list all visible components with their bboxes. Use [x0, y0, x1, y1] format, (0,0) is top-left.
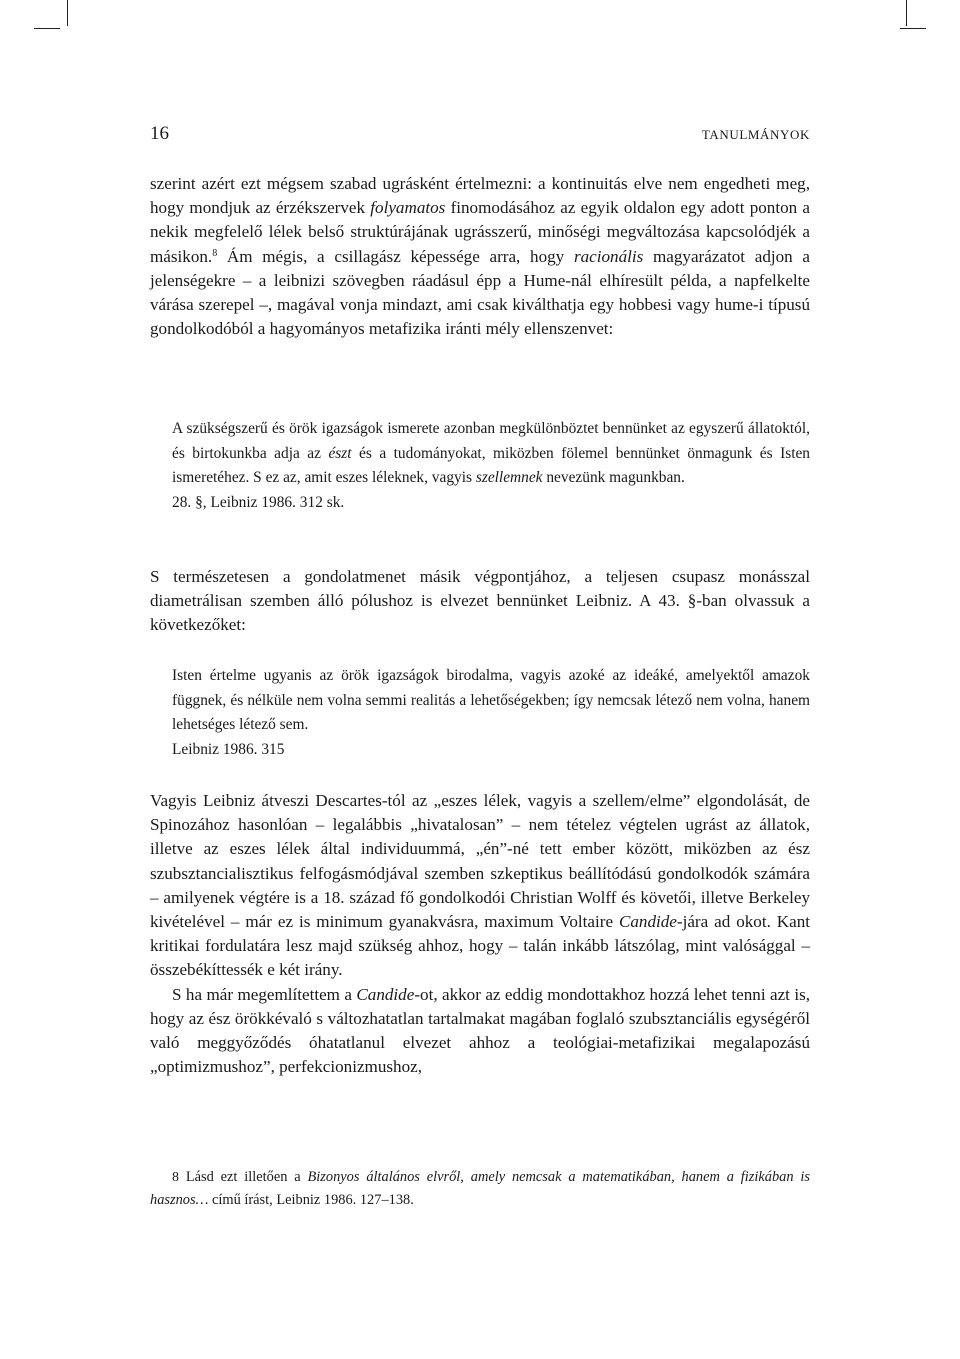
quote-2-text: Isten értelme ugyanis az örök igazságok birodalma, vagyis azoké az ideáké, amelyektől amazok függnek, és nélküle nem volna semmi realitás a lehetőségekben; így nemcsak létező nem volna, hanem lehetséges létező sem. — [172, 667, 810, 734]
paragraph-3-text-b: -jára ad okot. Kant kritikai fordulatára lesz majd szükség ahhoz, hogy – talán inkább látszólag, mint valósággal – összebékíttessék e két irány. — [150, 912, 811, 980]
paragraph-4-text-b: -ot, akkor az eddig mondottakhoz hozzá lehet tenni azt is, hogy az ész örökkévaló s változhatatlan tartalmakat magában foglaló szubsztanciális egységéről való meggyőződés óhatatlanul elvezet ahhoz a teológiai-metafizikai megalapozású „optimizmushoz”, perfekcionizmushoz, — [150, 984, 810, 1077]
paragraph-1 — [150, 172, 810, 341]
paragraph-3-italic-a: Candide — [618, 912, 677, 932]
footnote-number: 8 — [172, 1170, 179, 1185]
paragraph-1-italic-b: racionális — [573, 246, 644, 266]
crop-mark-top-right-horizontal — [900, 28, 926, 29]
paragraph-4-text-a: S ha már megemlítettem a — [172, 984, 357, 1004]
quote-1-citation: 28. §, Leibniz 1986. 312 sk. — [172, 493, 345, 511]
footnote-reference-8[interactable]: 8 — [212, 247, 218, 259]
quote-1-text-b: és a tudományokat, miközben fölemel bennünket önmagunk és Isten ismeretéhez. S ez az, amit eszes léleknek, vagyis — [172, 444, 811, 487]
paragraph-1-italic-a: folyamatos — [370, 198, 446, 218]
paragraph-2-text: S természetesen a gondolatmenet másik végpontjához, a teljesen csupasz monásszal diametrálisan szemben álló pólushoz is elvezet bennünket Leibniz. A 43. §-ban olvassuk a következőket: — [150, 567, 810, 635]
paragraph-3-text-a: Vagyis Leibniz átveszi Descartes-tól az „eszes lélek, vagyis a szellem/elme” elgondolását, de Spinozához hasonlóan – legalábbis „hivatalosan” – nem tételez végtelen ugrást az állatok, illetve az eszes lélek által individuummá, „én”-né tett ember között, miközben az ész szubsztancialisztikus felfogásmódjával szemben szkeptikus beállítódású gondolkodók számára – amilyenek végtére is a 18. század fő gondolkodói Christian Wolff és követői, illetve Berkeley kivételével – már ez is minimum gyanakvásra, maximum Voltaire — [150, 791, 810, 932]
running-head: TANULMÁNYOK — [701, 127, 810, 142]
footnote-text-b: című írást, Leibniz 1986. 127–138. — [208, 1192, 414, 1208]
block-quote-2 — [172, 664, 810, 762]
crop-mark-top-left — [67, 0, 68, 26]
footnote-text-a: Lásd ezt illetően a — [179, 1169, 308, 1185]
quote-1-text-a: A szükségszerű és örök igazságok ismerete azonban megkülönböztet bennünket az egyszerű állatoktól, és birtokunkba adja az — [172, 420, 810, 462]
paragraph-1-text-d: magyarázatot adjon a jelenségekre – a leibnizi szövegben ráadásul épp a Hume-nál elhíresült példa, a napfelkelte várása szerepel –, magával vonja mindazt, ami csak kiválthatja egy hobbesi vagy hume-i típusú gondolkodóból a hagyományos metafizika iránti mély ellenszenvet: — [150, 246, 811, 339]
block-quote-1 — [172, 417, 810, 515]
paragraph-4 — [150, 983, 810, 1080]
paragraph-1-text-c: Ám mégis, a csillagász képessége arra, hogy — [217, 246, 574, 266]
footnote-8 — [150, 1166, 810, 1211]
footnote-italic-title: Bizonyos általános elvről, amely nemcsak a matematikában, hanem a fizikában is hasznos… — [150, 1169, 810, 1208]
paragraph-4-italic-a: Candide — [356, 984, 415, 1004]
paragraph-2 — [150, 565, 810, 638]
quote-1-italic-b: szellemnek — [475, 469, 543, 487]
quote-1-italic-a: észt — [328, 444, 352, 462]
quote-1-text-c: nevezünk magunkban. — [542, 469, 685, 487]
page-number: 16 — [150, 123, 169, 144]
paragraph-3 — [150, 789, 810, 1079]
paragraph-1-text-b: finomodásához az egyik oldalon egy adott ponton a nekik megfelelő lélek belső struktúrájának ugrásszerű, minőségi megváltozása kapcsolódjék a másikon. — [150, 198, 810, 266]
crop-mark-top-left-horizontal — [34, 28, 60, 29]
crop-mark-top-right — [906, 0, 907, 26]
paragraph-1-text-a: szerint azért ezt mégsem szabad ugrásként értelmezni: a kontinuitás elve nem engedheti meg, hogy mondjuk az érzékszervek — [150, 174, 810, 218]
quote-2-citation: Leibniz 1986. 315 — [172, 740, 285, 758]
